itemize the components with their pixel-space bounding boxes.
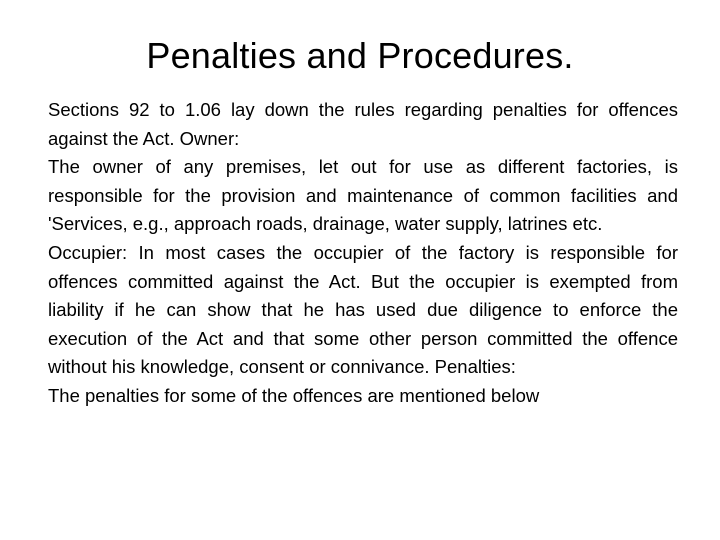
paragraph-occupier: Occupier: In most cases the occupier of the factory is responsible for offences committed against the Act. But the occupier is exempted from liability if he can show that he has used due diligence to enforce the execution of the Act and that some other person committed the offence without his knowledge, consent or connivance. Penalties: [48,241,678,378]
paragraph-penalties: The penalties for some of the offences are mentioned below [48,384,540,406]
paragraph-sections: Sections 92 to 1.06 lay down the rules regarding penalties for offences against the Act. Owner: [48,99,678,149]
slide-title: Penalties and Procedures. [146,35,574,76]
slide-body [48,96,678,411]
paragraph-owner: The owner of any premises, let out for use as different factories, is responsible for the provision and maintenance of common facilities and 'Services, e.g., approach roads, drainage, water supply, latrines etc. [48,156,678,235]
